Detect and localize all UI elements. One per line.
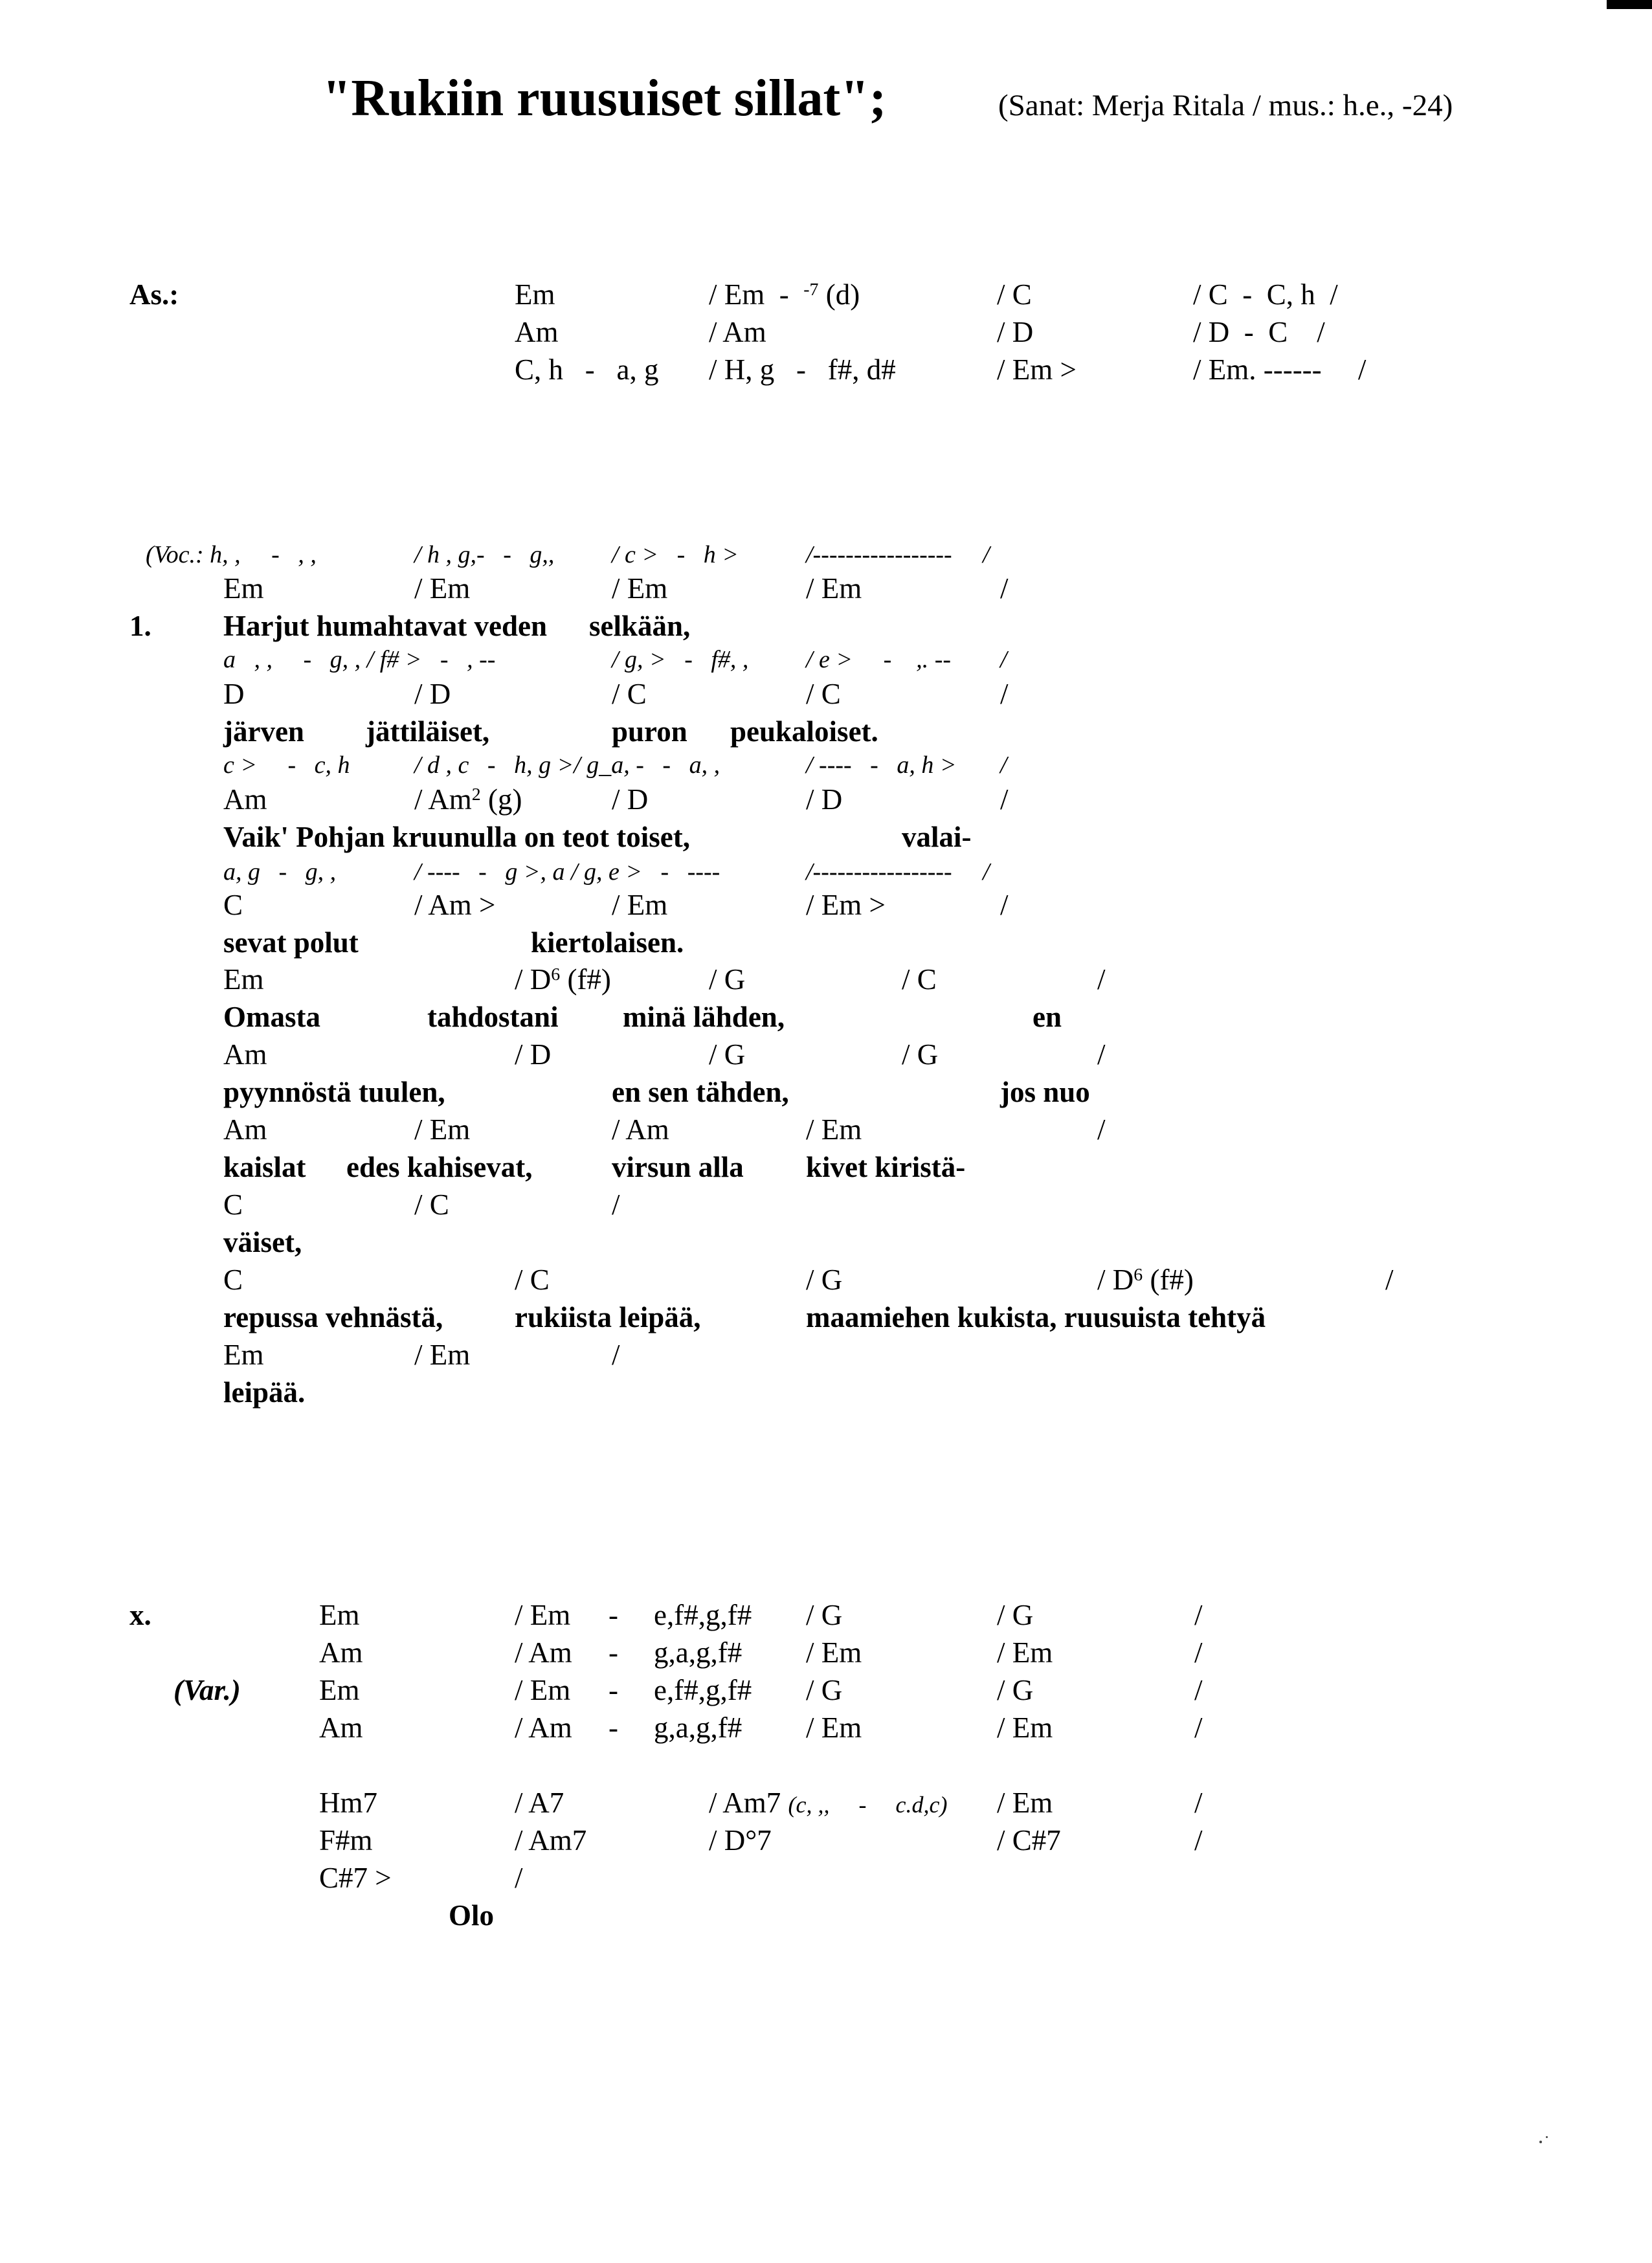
intro-chord: / Em > [997, 353, 1077, 386]
voc-line: c > - c, h [223, 752, 350, 779]
chord: / G [709, 1038, 746, 1071]
chord: Em [223, 963, 264, 996]
lyric: Vaik' Pohjan kruunulla on teot toiset, [223, 821, 690, 853]
lyric: kiertolaisen. [531, 926, 684, 959]
chord: Em [319, 1674, 360, 1706]
lyric: Omasta [223, 1001, 320, 1033]
chord: / Em [515, 1674, 571, 1706]
chord: / C#7 [997, 1824, 1061, 1856]
intro-chord: C, h - a, g [515, 353, 659, 386]
lyric: Olo [449, 1899, 495, 1932]
chord: / C [806, 678, 841, 710]
chord: / C [902, 963, 937, 996]
chord: C [223, 1264, 243, 1296]
chord: C [223, 889, 243, 921]
chord: / D [612, 783, 649, 816]
chord: C [223, 1188, 243, 1221]
chord: / Em [997, 1711, 1053, 1744]
chord: - [608, 1711, 618, 1744]
chord: / Am [515, 1711, 572, 1744]
voc-line: / ---- - g >, a / g, e > - ---- [414, 858, 720, 886]
chord: / [612, 1188, 620, 1221]
lyric: kaislat [223, 1151, 306, 1183]
chord: Em [223, 572, 264, 605]
chord: F#m [319, 1824, 373, 1856]
lyric: puron [612, 715, 687, 748]
lyric: leipää. [223, 1376, 306, 1409]
chord: / Am7 [515, 1824, 587, 1856]
lyric: repussa vehnästä, [223, 1301, 443, 1333]
chord: / G [997, 1599, 1034, 1631]
lyric: edes kahisevat, [346, 1151, 533, 1183]
intro-chord: / Em. ------ / [1193, 353, 1367, 386]
lyric: kivet kiristä- [806, 1151, 966, 1183]
chord: / [1194, 1824, 1203, 1856]
song-title: "Rukiin ruusuiset sillat"; [322, 70, 887, 127]
chord: / Em [997, 1636, 1053, 1669]
chord: / G [806, 1599, 843, 1631]
chord: / [1097, 1113, 1106, 1146]
chord: / Em [997, 1787, 1053, 1819]
voc-line: / h , g,- - g,, [414, 541, 555, 568]
chord: / D [515, 1038, 552, 1071]
voc-line: / e > - ,. -- [806, 646, 952, 673]
chord: / Em [414, 1113, 471, 1146]
chord: / D [414, 678, 451, 710]
voc-line: a, g - g, , [223, 858, 337, 886]
chord: / Em [515, 1599, 571, 1631]
chord: Am [223, 1113, 267, 1146]
chord: - [608, 1636, 618, 1669]
chord: / D°7 [709, 1824, 772, 1856]
chord: / [515, 1862, 523, 1894]
chord: / [1194, 1599, 1203, 1631]
lyric: rukiista leipää, [515, 1301, 701, 1333]
chord: g,a,g,f# [654, 1636, 742, 1669]
lyric: en sen tähden, [612, 1076, 789, 1108]
voc-line: a , , - g, , / f# > - , -- [223, 646, 496, 673]
chord: / [612, 1339, 620, 1371]
intro-label: As.: [129, 278, 179, 311]
voc-line: /----------------- / [806, 541, 990, 568]
variation-label: (Var.) [173, 1674, 241, 1706]
chord: e,f#,g,f# [654, 1599, 752, 1631]
chord: / Am [515, 1636, 572, 1669]
chord: / D [806, 783, 843, 816]
chord: / Em [806, 1113, 862, 1146]
chord: Am [319, 1636, 363, 1669]
chord: / [1194, 1674, 1203, 1706]
lyric: valai- [902, 821, 972, 853]
chord: Hm7 [319, 1787, 377, 1819]
chord: / [1194, 1787, 1203, 1819]
chord: / [1000, 783, 1009, 816]
intro-chord: / D [997, 316, 1034, 348]
voc-line: / [1000, 752, 1007, 779]
chord: C#7 > [319, 1862, 392, 1894]
chord: Am [223, 1038, 267, 1071]
chord: / Am [612, 1113, 669, 1146]
lyric: en [1032, 1001, 1062, 1033]
intro-chord: / Em - $^{-7}$ (d) [709, 278, 860, 311]
chord: / Am > [414, 889, 496, 921]
chord: / A7 [515, 1787, 564, 1819]
chord: / C [612, 678, 647, 710]
chord: / G [997, 1674, 1034, 1706]
voc-line: (Voc.: h, , - , , [146, 541, 317, 568]
chord: / Em [414, 1339, 471, 1371]
chord: / Em > [806, 889, 886, 921]
chord: e,f#,g,f# [654, 1674, 752, 1706]
verse-number: 1. [129, 610, 151, 642]
intro-chord: / D - C / [1193, 316, 1325, 348]
chord: / Em [806, 572, 862, 605]
lyric: tahdostani [427, 1001, 559, 1033]
lyric: järven [223, 715, 304, 748]
lyric: jättiläiset, [366, 715, 490, 748]
section-label: x. [129, 1599, 151, 1631]
chord: g,a,g,f# [654, 1711, 742, 1744]
scan-edge-mark [1607, 0, 1652, 9]
chord: - [608, 1674, 618, 1706]
chord: / G [806, 1264, 843, 1296]
scan-speck [1546, 2136, 1548, 2138]
chord: - [608, 1599, 618, 1631]
lyric: minä lähden, [623, 1001, 785, 1033]
chord: / $D^6$ (f#) [1097, 1264, 1194, 1296]
voc-line: /----------------- / [806, 858, 990, 886]
intro-chord: / C [997, 278, 1032, 311]
chord: Em [223, 1339, 264, 1371]
chord: / [1097, 963, 1106, 996]
chord: / $D^6$ (f#) [515, 963, 611, 996]
intro-chord: Em [515, 278, 555, 311]
chord: / [1194, 1636, 1203, 1669]
chord: Am [319, 1711, 363, 1744]
chord: / G [709, 963, 746, 996]
voc-line: / c > - h > [612, 541, 739, 568]
chord: D [223, 678, 245, 710]
lyric: maamiehen kukista, ruusuista tehtyä [806, 1301, 1266, 1333]
chord: Em [319, 1599, 360, 1631]
chord: / G [902, 1038, 939, 1071]
scan-speck [1539, 2141, 1542, 2143]
voc-line: / [1000, 646, 1007, 673]
intro-chord: / C - C, h / [1193, 278, 1338, 311]
chord: / [1385, 1264, 1394, 1296]
chord: / Em [806, 1636, 862, 1669]
chord: / Em [612, 572, 668, 605]
lyric: peukaloiset. [730, 715, 878, 748]
chord: / C [515, 1264, 550, 1296]
chord: / Am$^2$ (g) [414, 783, 522, 816]
chord: / [1000, 678, 1009, 710]
intro-chord: Am [515, 316, 559, 348]
chord: / Em [414, 572, 471, 605]
lyric: jos nuo [1000, 1076, 1090, 1108]
chord: / [1000, 889, 1009, 921]
chord: / Em [612, 889, 668, 921]
lyric: selkään, [589, 610, 691, 642]
lyric: sevat polut [223, 926, 359, 959]
lyric: väiset, [223, 1226, 302, 1258]
chord: / Am7 (c, ,, - c.d,c) [709, 1787, 948, 1819]
chord: / [1000, 572, 1009, 605]
lyric: virsun alla [612, 1151, 744, 1183]
chord: / Em [806, 1711, 862, 1744]
chord: / C [414, 1188, 449, 1221]
lyric: Harjut humahtavat veden [223, 610, 548, 642]
voc-line: / d , c - h, g >/ g_a, - - a, , [414, 752, 720, 779]
credits: (Sanat: Merja Ritala / mus.: h.e., -24) [998, 89, 1453, 122]
intro-chord: / H, g - f#, d# [709, 353, 896, 386]
chord: / [1194, 1711, 1203, 1744]
voc-line: / g, > - f#, , [612, 646, 749, 673]
chord: / G [806, 1674, 843, 1706]
lyric: pyynnöstä tuulen, [223, 1076, 445, 1108]
intro-chord: / Am [709, 316, 766, 348]
chord: Am [223, 783, 267, 816]
voc-line: / ---- - a, h > [806, 752, 957, 779]
chord: / [1097, 1038, 1106, 1071]
